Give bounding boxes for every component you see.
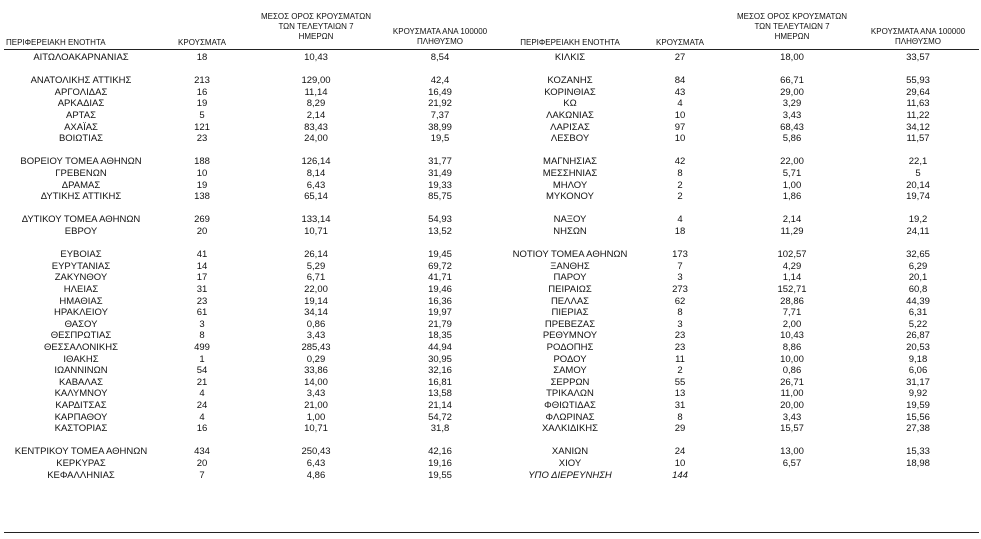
avg7-cell: 6,71 [306,272,326,284]
avg7-cell: 28,86 [780,295,804,307]
per100k-cell: 19,74 [906,191,930,203]
avg7-cell: 20,00 [780,400,804,411]
avg7-cell: 3,43 [306,330,326,342]
region-cell: ΜΥΚΟΝΟΥ [546,191,594,203]
per100k-cell: 7,37 [430,110,450,121]
left-header-per100k: ΚΡΟΥΣΜΑΤΑ ΑΝΑ 100000 ΠΛΗΘΥΣΜΟ [392,27,488,46]
region-cell: ΘΑΣΟΥ [64,318,98,330]
cases-cell: 5 [199,110,205,121]
cases-cell: 13 [674,388,686,400]
per100k-cell: 11,22 [906,110,930,121]
table-row [0,122,981,134]
right-header-avg7: ΜΕΣΟΣ ΟΡΟΣ ΚΡΟΥΣΜΑΤΩΝ ΤΩΝ ΤΕΛΕΥΤΑΙΩΝ 7 ΗΜΕΡΩΝ [736,12,848,41]
per100k-cell: 24,11 [906,226,930,237]
per100k-cell: 31,17 [906,376,930,388]
cases-cell: 55 [674,376,686,388]
per100k-cell: 29,64 [906,86,930,98]
cases-cell: 31 [196,284,208,295]
cases-cell: 27 [674,52,686,63]
left-header-cases: ΚΡΟΥΣΜΑΤΑ [178,38,226,47]
cases-cell: 17 [196,272,208,284]
per100k-cell: 19,33 [428,179,452,191]
region-cell: ΑΧΑΪΑΣ [64,121,98,133]
table-row [0,423,981,435]
avg7-cell: 5,71 [782,168,802,179]
cases-cell: 4 [677,98,683,110]
region-cell: ΜΑΓΝΗΣΙΑΣ [543,156,597,168]
avg7-cell: 66,71 [780,75,804,87]
per100k-cell: 55,93 [906,75,930,87]
left-header-avg7: ΜΕΣΟΣ ΟΡΟΣ ΚΡΟΥΣΜΑΤΩΝ ΤΩΝ ΤΕΛΕΥΤΑΙΩΝ 7 ΗΜΕΡΩΝ [260,12,372,41]
per100k-cell: 41,71 [428,272,452,284]
right-header-per100k: ΚΡΟΥΣΜΑΤΑ ΑΝΑ 100000 ΠΛΗΘΥΣΜΟ [870,27,966,46]
cases-cell: 20 [196,226,208,237]
per100k-cell: 38,99 [428,121,452,133]
cases-cell: 10 [674,133,686,145]
per100k-cell: 5,22 [908,318,928,330]
cases-cell: 8 [677,168,683,179]
region-cell: ΗΛΕΙΑΣ [63,284,99,295]
avg7-cell: 3,43 [782,411,802,423]
cases-cell: 7 [677,260,683,272]
table-row [0,52,981,64]
cases-cell: 8 [677,411,683,423]
avg7-cell: 10,71 [304,423,328,435]
avg7-cell: 21,00 [304,400,328,411]
region-cell: ΘΕΣΣΑΛΟΝΙΚΗΣ [44,342,118,353]
per100k-cell: 31,77 [428,156,452,168]
table-row [0,272,981,284]
cases-cell: 10 [674,458,686,469]
avg7-cell: 6,43 [306,179,326,191]
avg7-cell: 1,00 [306,411,326,423]
cases-cell: 3 [677,318,683,330]
avg7-cell: 1,00 [782,179,802,191]
avg7-cell: 3,43 [782,110,802,121]
avg7-cell: 14,00 [304,376,328,388]
region-cell: ΑΝΑΤΟΛΙΚΗΣ ΑΤΤΙΚΗΣ [30,75,132,87]
region-cell: ΦΘΙΩΤΙΔΑΣ [544,400,596,411]
table-row [0,319,981,331]
region-cell: ΙΩΑΝΝΙΝΩΝ [54,365,108,377]
table-row [0,446,981,458]
avg7-cell: 22,00 [304,284,328,295]
avg7-cell: 2,14 [306,110,326,121]
cases-cell: 269 [194,214,210,226]
per100k-cell: 42,4 [430,75,450,87]
region-cell: ΜΗΛΟΥ [552,179,588,191]
region-cell: ΚΟΖΑΝΗΣ [547,75,593,87]
avg7-cell: 13,00 [780,446,804,458]
header-rule [4,49,979,50]
cases-cell: 138 [194,191,210,203]
per100k-cell: 15,56 [906,411,930,423]
right-header-cases: ΚΡΟΥΣΜΑΤΑ [656,38,704,47]
per100k-cell: 9,18 [908,353,928,365]
cases-cell: 23 [196,133,208,145]
table-row [0,377,981,389]
avg7-cell: 10,43 [304,52,328,63]
per100k-cell: 20,14 [906,179,930,191]
cases-cell: 43 [674,86,686,98]
cases-cell: 16 [196,86,208,98]
region-cell: ΡΟΔΟΥ [553,353,587,365]
table-row [0,226,981,238]
left-header-region: ΠΕΡΙΦΕΡΕΙΑΚΗ ΕΝΟΤΗΤΑ [6,38,106,47]
avg7-cell: 33,86 [304,365,328,377]
cases-cell: 97 [674,121,686,133]
avg7-cell: 68,43 [780,121,804,133]
avg7-cell: 10,71 [304,226,328,237]
region-cell: ΔΡΑΜΑΣ [61,179,101,191]
table-row [0,296,981,308]
cases-cell: 7 [199,469,205,481]
region-cell: ΑΡΤΑΣ [66,110,96,121]
cases-cell: 14 [196,260,208,272]
table-row [0,400,981,412]
avg7-cell: 133,14 [301,214,331,226]
cases-cell: 16 [196,423,208,435]
per100k-cell: 5 [915,168,921,179]
per100k-cell: 6,31 [908,307,928,319]
region-cell: ΕΥΡΥΤΑΝΙΑΣ [51,260,111,272]
avg7-cell: 8,14 [306,168,326,179]
cases-cell: 173 [672,249,688,261]
region-cell: ΒΟΡΕΙΟΥ ΤΟΜΕΑ ΑΘΗΝΩΝ [20,156,142,168]
cases-cell: 2 [677,191,683,203]
table-row [0,342,981,354]
cases-cell: 4 [677,214,683,226]
table-row [0,307,981,319]
per100k-cell: 20,1 [908,272,928,284]
region-cell: ΚΑΡΠΑΘΟΥ [54,411,108,423]
avg7-cell: 3,29 [782,98,802,110]
per100k-cell: 32,16 [428,365,452,377]
region-cell: ΤΡΙΚΑΛΩΝ [546,388,594,400]
cases-cell: 1 [199,353,205,365]
region-cell: ΠΕΙΡΑΙΩΣ [548,284,592,295]
cases-cell: 188 [194,156,210,168]
table-row [0,388,981,400]
region-cell: ΡΟΔΟΠΗΣ [546,342,594,353]
table-row [0,133,981,145]
table-row [0,87,981,99]
region-cell: ΣΕΡΡΩΝ [550,376,590,388]
region-cell: ΖΑΚΥΝΘΟΥ [54,272,108,284]
region-cell: ΚΕΝΤΡΙΚΟΥ ΤΟΜΕΑ ΑΘΗΝΩΝ [14,446,148,458]
cases-cell: 42 [674,156,686,168]
avg7-cell: 15,57 [780,423,804,435]
avg7-cell: 250,43 [301,446,331,458]
per100k-cell: 13,52 [428,226,452,237]
avg7-cell: 129,00 [301,75,331,87]
table-row [0,458,981,470]
per100k-cell: 16,49 [428,86,452,98]
avg7-cell: 29,00 [780,86,804,98]
per100k-cell: 22,1 [908,156,928,168]
avg7-cell: 19,14 [304,295,328,307]
cases-cell: 3 [677,272,683,284]
avg7-cell: 8,29 [306,98,326,110]
cases-cell: 2 [677,365,683,377]
table-row [0,354,981,366]
per100k-cell: 44,94 [428,342,452,353]
cases-cell: 61 [196,307,208,319]
per100k-cell: 19,16 [428,458,452,469]
avg7-cell: 24,00 [304,133,328,145]
region-cell: ΚΑΛΥΜΝΟΥ [54,388,108,400]
region-cell: ΝΟΤΙΟΥ ΤΟΜΕΑ ΑΘΗΝΩΝ [512,249,628,261]
region-cell: ΥΠΟ ΔΙΕΡΕΥΝΗΣΗ [528,469,612,481]
cases-cell: 499 [194,342,210,353]
cases-cell: 19 [196,98,208,110]
per100k-cell: 19,5 [430,133,450,145]
region-cell: ΗΡΑΚΛΕΙΟΥ [54,307,108,319]
region-cell: ΧΙΟΥ [558,458,582,469]
avg7-cell: 11,29 [780,226,804,237]
avg7-cell: 0,86 [306,318,326,330]
avg7-cell: 152,71 [777,284,807,295]
table-row [0,249,981,261]
cases-cell: 31 [674,400,686,411]
region-cell: ΡΕΘΥΜΝΟΥ [542,330,598,342]
per100k-cell: 6,29 [908,260,928,272]
per100k-cell: 11,63 [906,98,930,110]
per100k-cell: 19,59 [906,400,930,411]
region-cell: ΑΙΤΩΛΟΑΚΑΡΝΑΝΙΑΣ [33,52,129,63]
region-cell: ΚΑΒΑΛΑΣ [59,376,103,388]
region-cell: ΣΑΜΟΥ [553,365,587,377]
region-cell: ΛΑΡΙΣΑΣ [550,121,590,133]
per100k-cell: 33,57 [906,52,930,63]
avg7-cell: 285,43 [301,342,331,353]
avg7-cell: 10,43 [780,330,804,342]
per100k-cell: 19,46 [428,284,452,295]
table-row [0,110,981,122]
per100k-cell: 60,8 [908,284,928,295]
region-cell: ΕΒΡΟΥ [64,226,98,237]
region-cell: ΝΑΞΟΥ [553,214,587,226]
cases-cell: 23 [674,330,686,342]
avg7-cell: 26,71 [780,376,804,388]
per100k-cell: 21,79 [428,318,452,330]
region-cell: ΚΙΛΚΙΣ [554,52,586,63]
per100k-cell: 44,39 [906,295,930,307]
region-cell: ΧΑΝΙΩΝ [551,446,589,458]
cases-cell: 10 [196,168,208,179]
region-cell: ΠΕΛΛΑΣ [550,295,590,307]
region-cell: ΚΩ [563,98,577,110]
per100k-cell: 54,93 [428,214,452,226]
region-cell: ΜΕΣΣΗΝΙΑΣ [542,168,598,179]
bottom-rule [4,532,979,533]
cases-cell: 24 [196,400,208,411]
right-header-region: ΠΕΡΙΦΕΡΕΙΑΚΗ ΕΝΟΤΗΤΑ [520,38,620,47]
table-row [0,191,981,203]
cases-cell: 84 [674,75,686,87]
region-cell: ΒΟΙΩΤΙΑΣ [58,133,104,145]
cases-cell: 273 [672,284,688,295]
table-row [0,214,981,226]
avg7-cell: 26,14 [304,249,328,261]
region-cell: ΠΙΕΡΙΑΣ [551,307,589,319]
region-cell: ΛΕΣΒΟΥ [550,133,590,145]
per100k-cell: 26,87 [906,330,930,342]
region-cell: ΘΕΣΠΡΩΤΙΑΣ [50,330,112,342]
per100k-cell: 42,16 [428,446,452,458]
cases-cell: 8 [199,330,205,342]
region-cell: ΛΑΚΩΝΙΑΣ [546,110,594,121]
avg7-cell: 5,29 [306,260,326,272]
avg7-cell: 126,14 [301,156,331,168]
table-row [0,98,981,110]
region-cell: ΙΘΑΚΗΣ [63,353,99,365]
cases-cell: 2 [677,179,683,191]
cases-cell: 41 [196,249,208,261]
table-row [0,156,981,168]
per100k-cell: 21,14 [428,400,452,411]
avg7-cell: 0,29 [306,353,326,365]
avg7-cell: 1,86 [782,191,802,203]
region-cell: ΑΡΚΑΔΙΑΣ [57,98,105,110]
cases-cell: 18 [674,226,686,237]
region-cell: ΠΑΡΟΥ [553,272,587,284]
avg7-cell: 2,00 [782,318,802,330]
per100k-cell: 18,98 [906,458,930,469]
per100k-cell: 31,8 [430,423,450,435]
per100k-cell: 32,65 [906,249,930,261]
table-row [0,180,981,192]
cases-cell: 54 [196,365,208,377]
region-cell: ΗΜΑΘΙΑΣ [59,295,103,307]
avg7-cell: 0,86 [782,365,802,377]
per100k-cell: 19,97 [428,307,452,319]
cases-cell: 23 [674,342,686,353]
cases-cell: 29 [674,423,686,435]
cases-cell: 62 [674,295,686,307]
table-row [0,75,981,87]
cases-cell: 4 [199,411,205,423]
table-row [0,261,981,273]
per100k-cell: 15,33 [906,446,930,458]
per100k-cell: 54,72 [428,411,452,423]
avg7-cell: 4,86 [306,469,326,481]
region-cell: ΝΗΣΩΝ [553,226,587,237]
table-row [0,412,981,424]
region-cell: ΚΟΡΙΝΘΙΑΣ [544,86,596,98]
avg7-cell: 4,29 [782,260,802,272]
cases-cell: 21 [196,376,208,388]
per100k-cell: 6,06 [908,365,928,377]
avg7-cell: 11,14 [304,86,328,98]
per100k-cell: 8,54 [430,52,450,63]
cases-cell: 4 [199,388,205,400]
table-row [0,168,981,180]
cases-cell: 11 [675,353,685,365]
per100k-cell: 11,57 [906,133,930,145]
cases-cell: 213 [194,75,210,87]
avg7-cell: 11,00 [780,388,804,400]
per100k-cell: 16,81 [428,376,452,388]
region-cell: ΓΡΕΒΕΝΩΝ [55,168,107,179]
per100k-cell: 19,2 [908,214,928,226]
avg7-cell: 22,00 [780,156,804,168]
avg7-cell: 10,00 [780,353,804,365]
cases-cell: 10 [674,110,686,121]
region-cell: ΑΡΓΟΛΙΔΑΣ [54,86,108,98]
per100k-cell: 9,92 [908,388,928,400]
region-cell: ΧΑΛΚΙΔΙΚΗΣ [541,423,599,435]
region-cell: ΔΥΤΙΚΗΣ ΑΤΤΙΚΗΣ [40,191,122,203]
avg7-cell: 6,43 [306,458,326,469]
region-cell: ΞΑΝΘΗΣ [550,260,590,272]
cases-cell: 24 [674,446,686,458]
avg7-cell: 65,14 [304,191,328,203]
cases-cell: 121 [194,121,210,133]
region-cell: ΚΕΡΚΥΡΑΣ [56,458,106,469]
region-cell: ΚΑΣΤΟΡΙΑΣ [54,423,108,435]
per100k-cell: 34,12 [906,121,930,133]
table-row [0,470,981,482]
avg7-cell: 5,86 [782,133,802,145]
avg7-cell: 18,00 [780,52,804,63]
cases-cell: 19 [196,179,208,191]
table-row [0,284,981,296]
cases-cell: 144 [672,469,688,481]
avg7-cell: 102,57 [777,249,807,261]
avg7-cell: 6,57 [782,458,802,469]
per100k-cell: 27,38 [906,423,930,435]
cases-cell: 3 [199,318,205,330]
per100k-cell: 20,53 [906,342,930,353]
table-row [0,365,981,377]
avg7-cell: 8,86 [782,342,802,353]
avg7-cell: 7,71 [782,307,802,319]
per100k-cell: 85,75 [428,191,452,203]
avg7-cell: 34,14 [304,307,328,319]
per100k-cell: 13,58 [428,388,452,400]
region-cell: ΕΥΒΟΙΑΣ [60,249,102,261]
cases-cell: 20 [196,458,208,469]
cases-cell: 434 [194,446,210,458]
region-cell: ΦΛΩΡΙΝΑΣ [545,411,595,423]
region-cell: ΚΕΦΑΛΛΗΝΙΑΣ [47,469,115,481]
region-cell: ΚΑΡΔΙΤΣΑΣ [55,400,107,411]
per100k-cell: 21,92 [428,98,452,110]
per100k-cell: 30,95 [428,353,452,365]
avg7-cell: 1,14 [782,272,802,284]
cases-cell: 23 [196,295,208,307]
per100k-cell: 31,49 [428,168,452,179]
cases-cell: 18 [196,52,208,63]
avg7-cell: 2,14 [782,214,802,226]
cases-cell: 8 [677,307,683,319]
avg7-cell: 83,43 [304,121,328,133]
region-cell: ΠΡΕΒΕΖΑΣ [544,318,596,330]
per100k-cell: 16,36 [428,295,452,307]
per100k-cell: 19,45 [428,249,452,261]
table-row [0,330,981,342]
avg7-cell: 3,43 [306,388,326,400]
region-cell: ΔΥΤΙΚΟΥ ΤΟΜΕΑ ΑΘΗΝΩΝ [21,214,141,226]
per100k-cell: 69,72 [428,260,452,272]
per100k-cell: 18,35 [428,330,452,342]
per100k-cell: 19,55 [428,469,452,481]
